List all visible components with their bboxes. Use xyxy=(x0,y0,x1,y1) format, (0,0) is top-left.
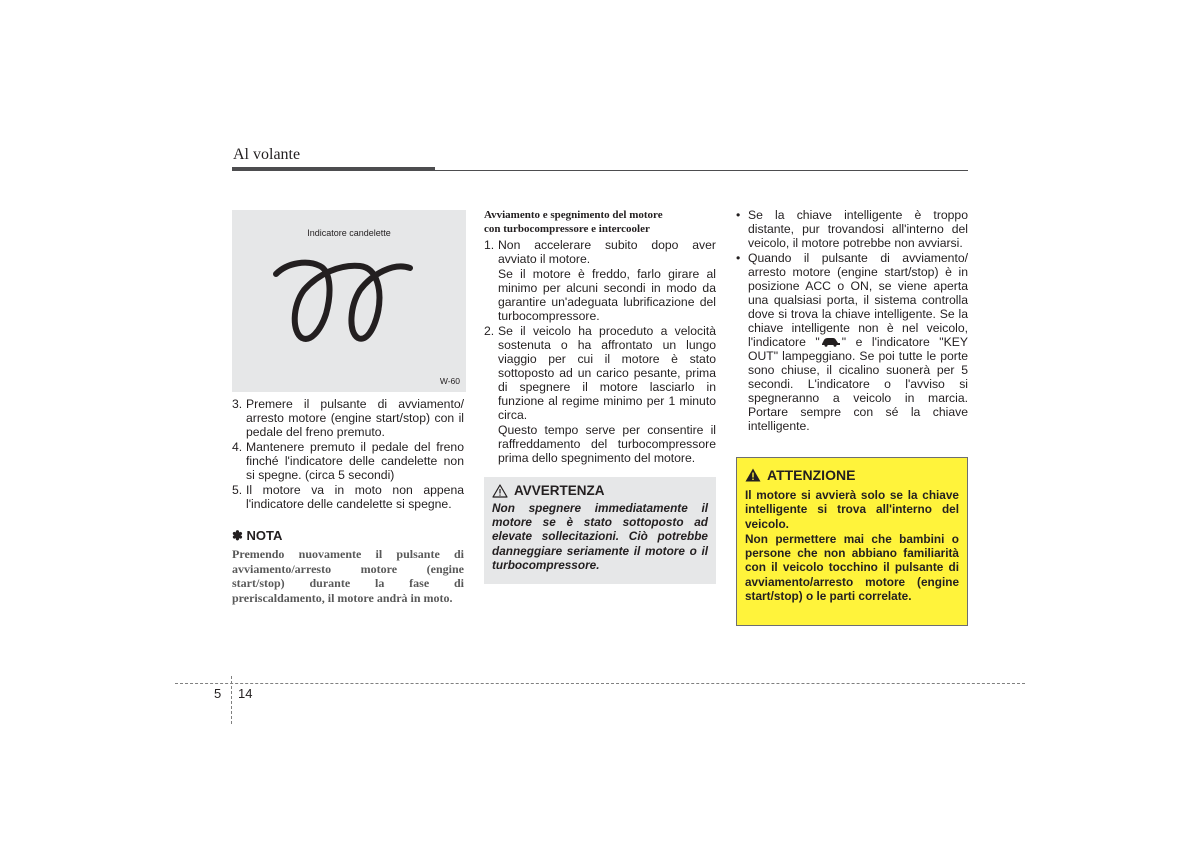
caution-paragraph: Il motore si avvierà solo se la chiave intelligente si trova all'interno del veicolo. xyxy=(745,488,959,531)
warning-triangle-icon xyxy=(492,484,508,498)
caution-triangle-icon xyxy=(745,468,761,482)
left-column xyxy=(232,397,464,605)
item-text: Il motore va in moto non appena l'indicatore delle candelette si spegne. xyxy=(246,483,464,511)
list-item xyxy=(232,397,464,439)
caution-body xyxy=(745,488,959,603)
item-text: Se il veicolo ha proceduto a velocità sostenuta o ha affrontato un lungo viaggio per cui il motore è stato sottoposto ad un carico pesante, prima di spegnere il motore lasciarlo in funzione al regime minimo per 1 minuto circa. xyxy=(498,324,716,422)
item-number: 1. xyxy=(484,238,495,252)
item-number: 2. xyxy=(484,324,495,338)
middle-column xyxy=(484,208,716,584)
figure-code: W-60 xyxy=(439,376,460,386)
section-heading-line: Avviamento e spegnimento del motore xyxy=(484,209,663,221)
warning-title-row xyxy=(492,484,708,498)
list-item xyxy=(736,208,968,250)
item-number: 5. xyxy=(232,483,243,497)
section-heading xyxy=(484,208,716,236)
item-text: Se la chiave intelligente è troppo distante, pur trovandosi all'interno del veicolo, il motore potrebbe non avviarsi. xyxy=(748,208,968,250)
caution-title-row xyxy=(745,467,959,483)
list-item xyxy=(736,251,968,433)
item-text xyxy=(748,251,968,433)
page-number: 14 xyxy=(238,686,253,701)
note-title: ✽ NOTA xyxy=(232,528,283,543)
item-text: Mantenere premuto il pedale del freno finché l'indicatore delle candelette non si spegne. (circa 5 secondi) xyxy=(246,440,464,482)
figure-caption: Indicatore candelette xyxy=(307,228,391,238)
warning-body: Non spegnere immediatamente il motore se è stato sottoposto ad elevate sollecitazioni. Ciò potrebbe danneggiare seriamente il motore o il turbocompressore. xyxy=(492,501,708,572)
section-number: 5 xyxy=(214,686,222,701)
note-body: Premendo nuovamente il pulsante di avviamento/arresto motore (engine start/stop) durante la fase di preriscaldamento, il motore andrà in moto. xyxy=(232,547,464,605)
caution-paragraph: Non permettere mai che bambini o persone che non abbiano familiarità con il veicolo tocchino il pulsante di avviamento/arresto motore (engine start/stop) o le parti correlate. xyxy=(745,531,959,604)
section-heading-line: con turbocompressore e intercooler xyxy=(484,223,650,235)
bullet-dot: • xyxy=(736,208,741,222)
footer-rule xyxy=(175,683,1025,684)
item-text: Premere il pulsante di avviamento/ arresto motore (engine start/stop) con il pedale del freno premuto. xyxy=(246,397,464,439)
glow-plug-figure xyxy=(232,210,466,392)
caution-title: ATTENZIONE xyxy=(767,467,856,483)
list-item xyxy=(484,238,716,266)
header-rule-thick xyxy=(232,167,435,171)
list-item xyxy=(232,483,464,511)
item-number: 3. xyxy=(232,397,243,411)
bullet-dot: • xyxy=(736,251,741,265)
warning-title: AVVERTENZA xyxy=(514,483,605,498)
footer-divider xyxy=(231,676,232,724)
item-text-part: Quando il pulsante di avviamento/ arresto motore (engine start/stop) è in posizione ACC o ON, se viene aperta una qualsiasi porta, il sistema controlla dove si trova la chiave intelligente. Se la chiave intelligente non è nel veicolo, l'indicatore " xyxy=(748,251,968,349)
car-key-icon xyxy=(820,336,842,347)
item-subtext: Se il motore è freddo, farlo girare al minimo per alcuni secondi in modo da garantire un'adeguata lubrificazione del turbocompressore. xyxy=(498,267,716,323)
glow-plug-icon xyxy=(232,210,466,392)
item-number: 4. xyxy=(232,440,243,454)
header-rule xyxy=(435,170,968,171)
warning-box xyxy=(484,477,716,584)
item-text: Non accelerare subito dopo aver avviato il motore. xyxy=(498,238,716,266)
list-item xyxy=(484,324,716,422)
page-header-title: Al volante xyxy=(233,146,301,163)
right-column xyxy=(736,208,968,434)
item-text-part: " e l'indicatore "KEY OUT" lampeggiano. Se poi tutte le porte sono chiuse, il cicalino suonerà per 5 secondi. L'indicatore o l'avviso si spegneranno a veicolo in marcia. Portare sempre con sé la chiave intelligente. xyxy=(748,335,968,433)
item-subtext: Questo tempo serve per consentire il raffreddamento del turbocompressore prima dello spegnimento del motore. xyxy=(498,423,716,465)
list-item xyxy=(232,440,464,482)
caution-box xyxy=(736,457,968,626)
